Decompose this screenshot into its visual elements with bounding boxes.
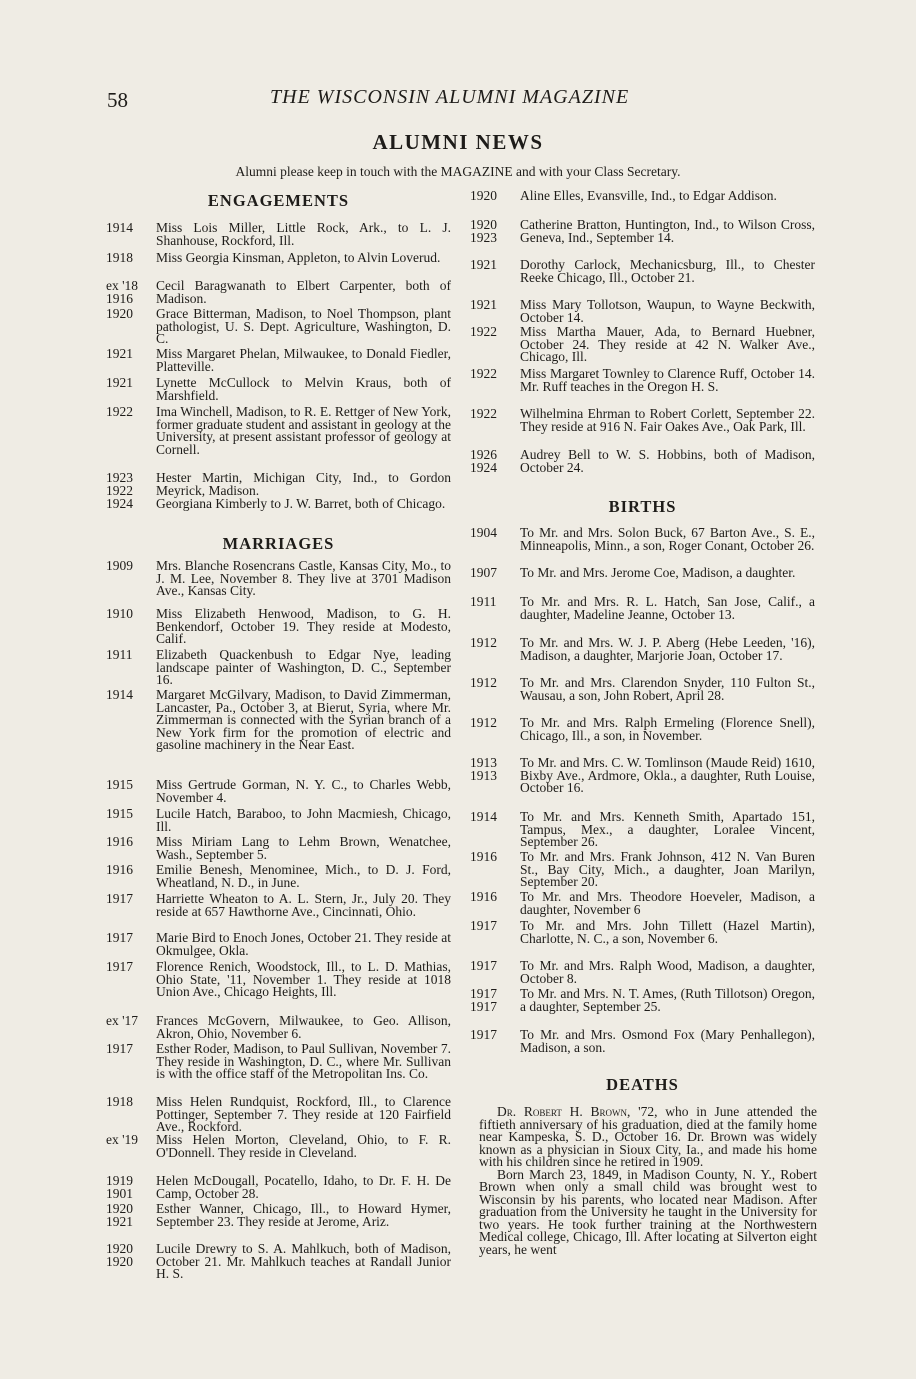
class-year: 1914 [106,687,133,702]
entry-text: To Mr. and Mrs. John Tillett (Hazel Martin), Charlotte, N. C., a son, November 6. [520,918,815,946]
entry-year [470,219,520,244]
news-entry [470,326,815,364]
news-entry [106,1015,451,1040]
entry-year [470,851,520,889]
class-year: 1926 [470,447,497,462]
entry-year [470,259,520,284]
entry-text: Lucile Hatch, Baraboo, to John Macmiesh, Chicago, Ill. [156,806,451,834]
class-year: 1915 [106,806,133,821]
news-entry [106,1243,451,1281]
news-entry [106,961,451,999]
entry-text: To Mr. and Mrs. W. J. P. Aberg (Hebe Leeden, '16), Madison, a daughter, Marjorie Joan, October 17. [520,635,815,663]
entry-year [106,864,156,889]
entry-text: Dorothy Carlock, Mechanicsburg, Ill., to Chester Reeke Chicago, Ill., October 21. [520,257,815,285]
entry-year [106,308,156,346]
class-year: 1914 [470,809,497,824]
class-year: 1922 [470,366,497,381]
news-entry [470,527,815,552]
entry-year [106,1043,156,1081]
news-entry [106,836,451,861]
news-entry [106,689,451,752]
entry-text: To Mr. and Mrs. N. T. Ames, (Ruth Tillotson) Oregon, a daughter, September 25. [520,986,815,1014]
entry-year [106,498,156,511]
entry-text: Marie Bird to Enoch Jones, October 21. They reside at Okmulgee, Okla. [156,930,451,958]
entry-text: Ima Winchell, Madison, to R. E. Rettger of New York, former graduate student and assistant in geology at the University, at present assistant professor of geology at Cornell. [156,404,451,457]
entry-year [106,932,156,957]
entry-year [470,891,520,916]
marriages-heading: MARRIAGES [222,534,335,553]
class-year: 1917 [106,959,133,974]
entry-text: To Mr. and Mrs. Jerome Coe, Madison, a daughter. [520,565,796,580]
entry-text: Emilie Benesh, Menominee, Mich., to D. J. Ford, Wheatland, N. D., in June. [156,862,451,890]
news-entry [470,449,815,474]
entry-year [470,637,520,662]
class-year: 1907 [470,565,497,580]
entry-text: Grace Bitterman, Madison, to Noel Thompson, plant pathologist, U. S. Dept. Agriculture, Washington, D. C. [156,306,451,346]
class-year: 1909 [106,558,133,573]
entry-year [106,1096,156,1134]
class-year: 1904 [470,525,497,540]
class-year: 1921 [106,346,133,361]
entry-text: Mrs. Blanche Rosencrans Castle, Kansas City, Mo., to J. M. Lee, November 8. They live at 3701 Madison Ave., Kansas City. [156,558,451,598]
entry-year [106,560,156,598]
class-year: 1922 [470,324,497,339]
entry-year [106,1015,156,1040]
entry-year [470,988,520,1013]
entry-year [106,689,156,752]
page-number: 58 [107,88,128,112]
news-entry [106,406,451,456]
births-heading: BIRTHS [608,497,677,516]
news-entry [106,932,451,957]
entry-text: Margaret McGilvary, Madison, to David Zimmerman, Lancaster, Pa., October 3, at Bierut, Syria, where Mr. Zimmerman is connected with the Syrian branch of a New York firm for the promotion of electric and gasoline machinery in the Near East. [156,687,451,752]
news-entry [106,222,451,247]
entry-year [470,1029,520,1054]
entry-year [470,527,520,552]
class-year: 1920 [106,1241,133,1256]
news-entry [106,472,451,497]
news-entry [470,368,815,393]
entry-year [470,757,520,795]
news-entry [106,779,451,804]
class-year: 1916 [106,290,133,306]
entry-text: Miss Georgia Kinsman, Appleton, to Alvin Loverud. [156,250,441,265]
deceased-name: Dr. Robert H. Brown [497,1104,628,1119]
class-year: ex '19 [106,1132,139,1147]
entry-year [470,190,520,203]
entry-year [106,1243,156,1281]
news-entry [106,308,451,346]
news-entry [470,190,815,203]
class-year: 1917 [470,986,497,1001]
class-year: 1922 [106,482,133,498]
class-year: 1917 [470,918,497,933]
news-entry [470,851,815,889]
entry-text: Miss Lois Miller, Little Rock, Ark., to L. J. Shanhouse, Rockford, Ill. [156,220,451,248]
class-year: 1921 [106,375,133,390]
news-entry [470,960,815,985]
news-entry [106,808,451,833]
entry-text: Frances McGovern, Milwaukee, to Geo. Allison, Akron, Ohio, November 6. [156,1013,451,1041]
entry-text: Miss Martha Mauer, Ada, to Bernard Huebner, October 24. They reside at 42 N. Walker Ave., Chicago, Ill. [520,324,815,364]
news-entry [106,348,451,373]
entry-text: Miss Margaret Phelan, Milwaukee, to Donald Fiedler, Platteville. [156,346,451,374]
class-year: 1914 [106,220,133,235]
class-year: 1912 [470,635,497,650]
entry-text: To Mr. and Mrs. Frank Johnson, 412 N. Van Buren St., Bay City, Mich., a daughter, Joan Marilyn, September 20. [520,849,815,889]
news-entry [470,988,815,1013]
entry-year [106,252,156,265]
class-year: 1910 [106,606,133,621]
entry-year [470,408,520,433]
class-year: 1917 [106,1041,133,1056]
class-year: 1917 [470,1027,497,1042]
news-entry [106,252,451,265]
class-year: 1922 [106,404,133,419]
entry-year [106,348,156,373]
news-entry [470,677,815,702]
entry-year [106,377,156,402]
entry-text: Georgiana Kimberly to J. W. Barret, both of Chicago. [156,496,446,511]
engagements-heading: ENGAGEMENTS [207,191,350,210]
news-entry [106,608,451,646]
entry-text: To Mr. and Mrs. Ralph Ermeling (Florence Snell), Chicago, Ill., a son, in November. [520,715,815,743]
entry-text: Aline Elles, Evansville, Ind., to Edgar Addison. [520,188,777,203]
class-year: 1924 [106,496,133,511]
class-year: 1922 [470,406,497,421]
class-year: 1919 [106,1173,133,1188]
entry-text: Elizabeth Quackenbush to Edgar Nye, leading landscape painter of Washington, D. C., September 16. [156,647,451,687]
news-entry [106,1096,451,1134]
news-entry [470,567,815,580]
news-entry [470,811,815,849]
entry-year [106,893,156,918]
page-title: ALUMNI NEWS [372,130,544,154]
deaths-paragraph-2: Born March 23, 1849, in Madison County, N. Y., Robert Brown when only a small child was brought west to Wisconsin by his parents, who located near Madison. After graduation from the University he taught in the University for two years. He took further training at the Northwestern Medical college, Chicago, Ill. After locating at Silverton eight years, he went [479,1166,817,1257]
class-year: 1916 [106,862,133,877]
entry-text: Helen McDougall, Pocatello, Idaho, to Dr. F. H. De Camp, October 28. [156,1173,451,1201]
entry-text: To Mr. and Mrs. Ralph Wood, Madison, a daughter, October 8. [520,958,815,986]
class-year: 1917 [106,891,133,906]
class-year: 1912 [470,715,497,730]
entry-text: Miss Mary Tollotson, Waupun, to Wayne Beckwith, October 14. [520,297,815,325]
class-year: 1920 [106,1253,133,1269]
entry-year [470,960,520,985]
class-year: 1911 [106,647,133,662]
entry-year [106,808,156,833]
class-year: 1916 [106,834,133,849]
entry-year [106,608,156,646]
news-entry [106,1203,451,1228]
class-year: 1901 [106,1185,133,1201]
entry-year [470,717,520,742]
news-entry [470,1029,815,1054]
entry-year [470,920,520,945]
entry-text: Harriette Wheaton to A. L. Stern, Jr., July 20. They reside at 657 Hawthorne Ave., Cincinnati, Ohio. [156,891,451,919]
entry-year [470,449,520,474]
entry-text: Miss Helen Rundquist, Rockford, Ill., to Clarence Pottinger, September 7. They reside at 120 Fairfield Ave., Rockford. [156,1094,451,1134]
entry-text: Miss Helen Morton, Cleveland, Ohio, to F. R. O'Donnell. They reside in Cleveland. [156,1132,451,1160]
class-year: 1917 [470,958,497,973]
entry-year [470,299,520,324]
news-entry [470,259,815,284]
news-entry [106,1043,451,1081]
class-year: 1921 [470,257,497,272]
news-entry [470,219,815,244]
entry-text: To Mr. and Mrs. Kenneth Smith, Apartado 151, Tampus, Mex., a daughter, Loralee Vincent, September 26. [520,809,815,849]
entry-text: To Mr. and Mrs. R. L. Hatch, San Jose, Calif., a daughter, Madeline Jeanne, October 13. [520,594,815,622]
class-year: ex '17 [106,1013,139,1028]
entry-year [470,811,520,849]
entry-year [470,326,520,364]
entry-text: Miss Gertrude Gorman, N. Y. C., to Charles Webb, November 4. [156,777,451,805]
news-entry [106,864,451,889]
news-entry [106,1134,451,1159]
entry-year [106,1175,156,1200]
news-entry [106,893,451,918]
news-entry [470,920,815,945]
class-year: 1924 [470,459,497,475]
entry-text: Esther Roder, Madison, to Paul Sullivan, November 7. They reside in Washington, D. C., where Mr. Sullivan is with the office staff of the Metropolitan Ins. Co. [156,1041,451,1081]
entry-text: Miss Miriam Lang to Lehm Brown, Wenatchee, Wash., September 5. [156,834,451,862]
news-entry [470,637,815,662]
entry-year [106,779,156,804]
class-year: 1916 [470,889,497,904]
entry-text: Lynette McCullock to Melvin Kraus, both of Marshfield. [156,375,451,403]
news-entry [470,717,815,742]
entry-text: To Mr. and Mrs. Clarendon Snyder, 110 Fulton St., Wausau, a son, John Robert, April 28. [520,675,815,703]
entry-year [106,1134,156,1159]
entry-text: Hester Martin, Michigan City, Ind., to Gordon Meyrick, Madison. [156,470,451,498]
entry-text: Cecil Baragwanath to Elbert Carpenter, both of Madison. [156,278,451,306]
class-year: 1923 [106,470,133,485]
entry-year [470,368,520,393]
entry-year [106,649,156,687]
entry-text: Miss Elizabeth Henwood, Madison, to G. H. Benkendorf, October 19. They reside at Modesto, Calif. [156,606,451,646]
entry-text: To Mr. and Mrs. Solon Buck, 67 Barton Ave., S. E., Minneapolis, Minn., a son, Roger Conant, October 26. [520,525,815,553]
entry-year [470,567,520,580]
entry-text: To Mr. and Mrs. C. W. Tomlinson (Maude Reid) 1610, Bixby Ave., Ardmore, Okla., a daughter, Ruth Louise, October 16. [520,755,815,795]
news-entry [106,560,451,598]
class-year: 1918 [106,1094,133,1109]
class-year: 1923 [470,229,497,245]
deaths-paragraph-1: Dr. Robert H. Brown, '72, who in June attended the fiftieth anniversary of his graduation, died at the family home near Kampeska, S. D., October 16. Dr. Brown was widely known as a physician in Sioux City, Ia., and made his home with his children since he retired in 1909. [479,1104,817,1169]
entry-text: To Mr. and Mrs. Theodore Hoeveler, Madison, a daughter, November 6 [520,889,815,917]
news-entry [470,757,815,795]
class-year: 1911 [470,594,497,609]
entry-year [106,406,156,456]
entry-year [106,961,156,999]
class-year: 1912 [470,675,497,690]
class-year: 1917 [470,998,497,1014]
running-header: THE WISCONSIN ALUMNI MAGAZINE [270,86,630,108]
class-year: 1920 [470,188,497,203]
entry-text: Audrey Bell to W. S. Hobbins, both of Madison, October 24. [520,447,815,475]
news-entry [106,498,451,511]
news-entry [470,408,815,433]
class-year: ex '18 [106,278,139,293]
news-entry [470,891,815,916]
class-year: 1918 [106,250,133,265]
class-year: 1916 [470,849,497,864]
entry-text: Catherine Bratton, Huntington, Ind., to Wilson Cross, Geneva, Ind., September 14. [520,217,815,245]
entry-year [106,1203,156,1228]
entry-year [470,677,520,702]
entry-year [106,280,156,305]
entry-text: Florence Renich, Woodstock, Ill., to L. D. Mathias, Ohio State, '11, November 1. They reside at 1018 Union Ave., Chicago Heights, Ill. [156,959,451,999]
news-entry [106,280,451,305]
entry-year [106,836,156,861]
class-year: 1921 [470,297,497,312]
class-year: 1913 [470,755,497,770]
entry-text: Miss Margaret Townley to Clarence Ruff, October 14. Mr. Ruff teaches in the Oregon H. S. [520,366,815,394]
deaths-heading: DEATHS [606,1075,679,1094]
class-year: 1917 [106,930,133,945]
entry-year [106,222,156,247]
news-entry [470,596,815,621]
class-year: 1915 [106,777,133,792]
news-entry [106,649,451,687]
deaths-body [479,1106,817,1256]
entry-text: Esther Wanner, Chicago, Ill., to Howard Hymer, September 23. They reside at Jerome, Ariz. [156,1201,451,1229]
class-year: 1921 [106,1213,133,1229]
entry-year [470,596,520,621]
class-year: 1920 [106,1201,133,1216]
entry-text: Wilhelmina Ehrman to Robert Corlett, September 22. They reside at 916 N. Fair Oakes Ave., Oak Park, Ill. [520,406,815,434]
class-year: 1913 [470,767,497,783]
entry-year [106,472,156,497]
news-entry [470,299,815,324]
class-year: 1920 [470,217,497,232]
news-entry [106,377,451,402]
subtitle-note: Alumni please keep in touch with the MAGAZINE and with your Class Secretary. [235,164,681,179]
entry-text: To Mr. and Mrs. Osmond Fox (Mary Penhallegon), Madison, a son. [520,1027,815,1055]
news-entry [106,1175,451,1200]
entry-text: Lucile Drewry to S. A. Mahlkuch, both of Madison, October 21. Mr. Mahlkuch teaches at Randall Junior H. S. [156,1241,451,1281]
class-year: 1920 [106,306,133,321]
